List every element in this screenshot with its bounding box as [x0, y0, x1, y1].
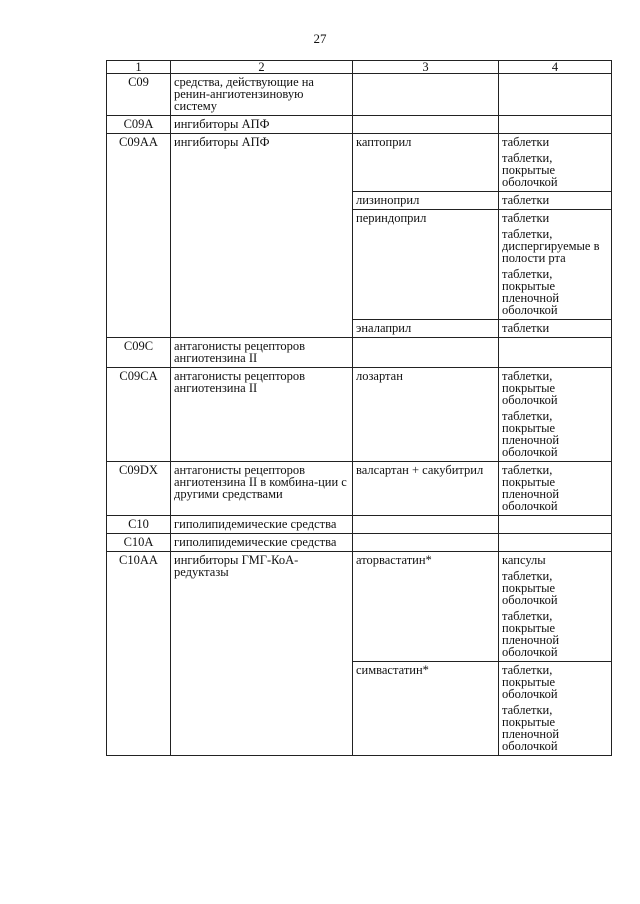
dosage-form: таблетки, покрытые оболочкой: [502, 569, 558, 607]
atc-code-cell: C09DX: [107, 462, 171, 516]
group-name-cell: гиполипидемические средства: [171, 516, 353, 534]
drug-name-cell: [353, 74, 499, 116]
column-header: 4: [499, 61, 612, 74]
group-name-cell: антагонисты рецепторов ангиотензина II в комбина-ции с другими средствами: [171, 462, 353, 516]
drug-name-cell: лозартан: [353, 368, 499, 462]
atc-code-cell: C09A: [107, 116, 171, 134]
table-row: [107, 516, 612, 534]
column-header: 3: [353, 61, 499, 74]
dosage-forms-cell: [499, 462, 612, 516]
atc-code-cell: C09: [107, 74, 171, 116]
dosage-form: таблетки, покрытые пленочной оболочкой: [502, 703, 560, 753]
dosage-forms-cell: [499, 210, 612, 320]
drug-classification-table: [106, 60, 612, 756]
dosage-form: таблетки: [502, 193, 550, 207]
dosage-forms-cell: [499, 552, 612, 662]
dosage-forms-cell: [499, 320, 612, 338]
dosage-forms-cell: [499, 338, 612, 368]
dosage-forms-cell: [499, 534, 612, 552]
table-row: [107, 462, 612, 516]
drug-name-cell: лизиноприл: [353, 192, 499, 210]
drug-name-cell: периндоприл: [353, 210, 499, 320]
atc-code-cell: C09C: [107, 338, 171, 368]
column-header: 1: [107, 61, 171, 74]
atc-code-cell: C10A: [107, 534, 171, 552]
table-row: [107, 552, 612, 662]
dosage-form: таблетки, покрытые оболочкой: [502, 151, 558, 189]
table-header-row: [107, 61, 612, 74]
group-name-cell: гиполипидемические средства: [171, 534, 353, 552]
dosage-forms-cell: [499, 74, 612, 116]
column-header: 2: [171, 61, 353, 74]
group-name-cell: ингибиторы ГМГ-КоА-редуктазы: [171, 552, 353, 756]
table-row: [107, 116, 612, 134]
atc-code-cell: C09CA: [107, 368, 171, 462]
group-name-cell: ингибиторы АПФ: [171, 116, 353, 134]
atc-code-cell: C09AA: [107, 134, 171, 338]
table-row: [107, 134, 612, 192]
dosage-form: таблетки, покрытые пленочной оболочкой: [502, 463, 560, 513]
dosage-form: таблетки, покрытые пленочной оболочкой: [502, 267, 560, 317]
dosage-forms-cell: [499, 116, 612, 134]
dosage-form: капсулы: [502, 553, 546, 567]
drug-name-cell: симвастатин*: [353, 662, 499, 756]
dosage-form: таблетки, диспергируемые в полости рта: [502, 227, 600, 265]
atc-code-cell: C10: [107, 516, 171, 534]
dosage-form: таблетки: [502, 321, 550, 335]
group-name-cell: антагонисты рецепторов ангиотензина II: [171, 338, 353, 368]
dosage-form: таблетки, покрытые пленочной оболочкой: [502, 609, 560, 659]
table-row: [107, 338, 612, 368]
drug-name-cell: эналаприл: [353, 320, 499, 338]
drug-name-cell: [353, 516, 499, 534]
dosage-form: таблетки, покрытые пленочной оболочкой: [502, 409, 560, 459]
dosage-forms-cell: [499, 662, 612, 756]
group-name-cell: средства, действующие на ренин-ангиотензиновую систему: [171, 74, 353, 116]
atc-code-cell: C10AA: [107, 552, 171, 756]
dosage-form: таблетки: [502, 135, 550, 149]
table-row: [107, 534, 612, 552]
dosage-forms-cell: [499, 134, 612, 192]
dosage-form: таблетки: [502, 211, 550, 225]
table-row: [107, 74, 612, 116]
dosage-forms-cell: [499, 368, 612, 462]
drug-name-cell: каптоприл: [353, 134, 499, 192]
dosage-forms-cell: [499, 192, 612, 210]
page-number: 27: [313, 31, 327, 46]
drug-name-cell: [353, 534, 499, 552]
drug-name-cell: [353, 338, 499, 368]
dosage-form: таблетки, покрытые оболочкой: [502, 663, 558, 701]
drug-name-cell: [353, 116, 499, 134]
drug-name-cell: валсартан + сакубитрил: [353, 462, 499, 516]
group-name-cell: ингибиторы АПФ: [171, 134, 353, 338]
drug-name-cell: аторвастатин*: [353, 552, 499, 662]
group-name-cell: антагонисты рецепторов ангиотензина II: [171, 368, 353, 462]
table-row: [107, 368, 612, 462]
dosage-form: таблетки, покрытые оболочкой: [502, 369, 558, 407]
dosage-forms-cell: [499, 516, 612, 534]
